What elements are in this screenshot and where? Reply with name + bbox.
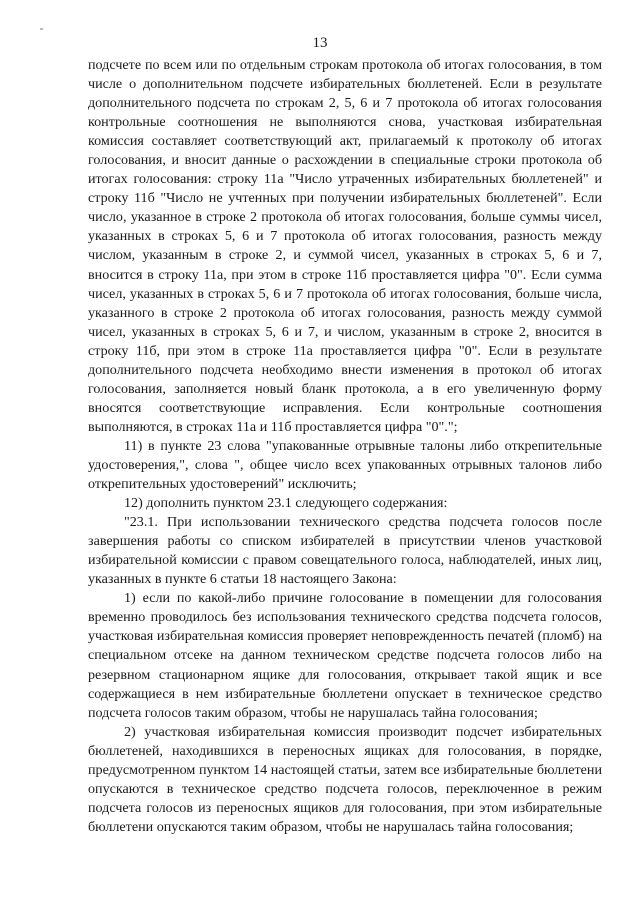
paragraph-item-11: 11) в пункте 23 слова "упакованные отрывные талоны либо открепительные удостоверения,", слова ", общее число всех упакованных отрывных талонов либо открепительных удостоверений" исключить; xyxy=(88,437,602,493)
paragraph-item-12: 12) дополнить пунктом 23.1 следующего содержания: xyxy=(124,495,448,512)
paragraph-subitem-2: 2) участковая избирательная комиссия производит подсчет избирательных бюллетеней, находившихся в переносных ящиках для голосования, в порядке, предусмотренном пунктом 14 настоящей статьи, затем все избирательные бюллетени опускаются в техническое средство подсчета голосов, переключенное в режим подсчета голосов из переносных ящиков для голосования, при этом избирательные бюллетени опускаются таким образом, чтобы не нарушалась тайна голосования; xyxy=(88,723,602,835)
paragraph-subitem-1: 1) если по какой-либо причине голосование в помещении для голосования временно проводилось без использования технического средства подсчета голосов, участковая избирательная комиссия проверяет неповрежденность печатей (пломб) на специальном отсеке на данном техническом средстве подсчета голосов либо на резервном стационарном ящике для голосования, открывает такой ящик и все содержащиеся в нем избирательные бюллетени опускает в техническое средство подсчета голосов таким образом, чтобы не нарушалась тайна голосования; xyxy=(88,590,602,721)
paragraph-continuation: подсчете по всем или по отдельным строкам протокола об итогах голосования, в том числе о дополнительном подсчете избирательных бюллетеней. Если в результате дополнительного подсчета по строкам 2, 5, 6 и 7 протокола об итогах голосования контрольные соотношения не выполняются снова, участковая избирательная комиссия составляет соответствующий акт, прилагаемый к протоколу об итогах голосования, и вносит данные о расхождении в специальные строки протокола об итогах голосования: строку 11а "Число утраченных избирательных бюллетеней" и строку 11б "Число не учтенных при получении избирательных бюллетеней". Если число, указанное в строке 2 протокола об итогах голосования, больше суммы чисел, указанных в строках 5, 6 и 7 протокола об итогах голосования, разность между числом, указанным в строке 2, и суммой чисел, указанных в строках 5, 6 и 7, вносится в строку 11а, при этом в строке 11б проставляется цифра "0". Если сумма чисел, указанных в строках 5, 6 и 7 протокола об итогах голосования, больше числа, указанного в строке 2 протокола об итогах голосования, разность между суммой чисел, указанных в строках 5, 6 и 7, и числом, указанным в строке 2, вносится в строку 11б, при этом в строке 11а проставляется цифра "0". Если в результате дополнительного подсчета необходимо внести изменения в протокол об итогах голосования, заполняется новый бланк протокола, а в его увеличенную форму вносятся соответствующие исправления. Если контрольные соотношения выполняются, в строках 11а и 11б проставляется цифра "0"."; xyxy=(88,57,602,435)
scan-speck xyxy=(40,28,43,30)
page-body xyxy=(88,56,602,837)
paragraph-clause-23-1: "23.1. При использовании технического средства подсчета голосов после завершения работы со списком избирателей в присутствии членов участковой избирательной комиссии с правом совещательного голоса, наблюдателей, иных лиц, указанных в пункте 6 статьи 18 настоящего Закона: xyxy=(88,514,602,588)
page-number: 13 xyxy=(312,35,328,51)
